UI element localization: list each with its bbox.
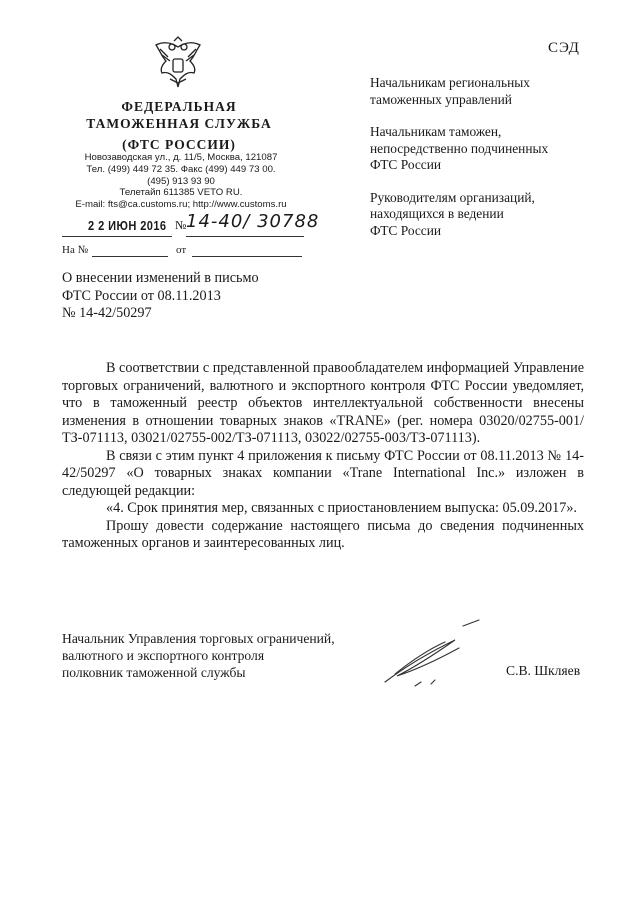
sed-mark: СЭД (548, 40, 580, 56)
agency-name-line: ТАМОЖЕННАЯ СЛУЖБА (86, 116, 272, 131)
subject-line: № 14-42/50297 (62, 305, 152, 321)
registration-number-label: № (175, 218, 187, 232)
addressee-line: ФТС России (370, 157, 442, 172)
reference-date-label: от (176, 244, 187, 256)
signatory-name: С.В. Шкляев (506, 663, 581, 678)
addressees-block (370, 75, 610, 255)
body-paragraph: В связи с этим пункт 4 приложения к письму ФТС России от 08.11.2013 № 14-42/50297 «О товарных знаках компании «Trane International Inc.» изложен в следующей редакции: (62, 447, 584, 499)
subject-line: О внесении изменений в письмо (62, 270, 259, 286)
registration-date-stamp: 2 2 ИЮН 2016 (88, 218, 167, 233)
reference-date-line (192, 256, 302, 257)
address-line: (495) 913 93 90 (147, 175, 215, 187)
body-paragraph: В соответствии с представленной правообладателем информацией Управление торговых ограничений, валютного и экспортного контроля ФТС России уведомляет, что в таможенный реестр объектов интеллектуальной собственности внесены изменения в отношении товарных знаков «TRANE» (рег. номера 03020/02755-001/ТЗ-071113, 03021/02755-002/ТЗ-071113, 03022/02755-003/ТЗ-071113). (62, 360, 584, 446)
addressee-group (370, 75, 610, 108)
position-line: Начальник Управления торговых ограничений, (62, 631, 335, 646)
handwritten-signature (375, 612, 485, 692)
letter-subject (62, 270, 322, 323)
reference-number-line (92, 256, 168, 257)
position-line: валютного и экспортного контроля (62, 648, 265, 663)
addressee-group (370, 124, 610, 174)
letter-body (62, 360, 584, 553)
date-underline (62, 236, 172, 237)
number-underline (186, 236, 304, 237)
addressee-line: ФТС России (370, 222, 442, 238)
addressee-line: непосредственно подчиненных (370, 140, 549, 156)
addressee-line: Начальникам таможен, (370, 124, 502, 139)
agency-address (62, 152, 300, 211)
position-line: полковник таможенной службы (62, 665, 246, 680)
registration-number: 14-40/ 30788 (186, 211, 320, 232)
agency-name-line: ФЕДЕРАЛЬНАЯ (121, 99, 237, 114)
agency-name (70, 98, 288, 153)
reference-number-label: На № (62, 244, 89, 256)
signatory-position (62, 630, 382, 681)
address-line: Новозаводская ул., д. 11/5, Москва, 121087 (84, 152, 278, 163)
addressee-line: таможенных управлений (370, 91, 512, 107)
address-line: Тел. (499) 449 72 35. Факс (499) 449 73 00. (86, 163, 276, 175)
address-line: Телетайп 611385 VETO RU. (119, 187, 243, 199)
body-paragraph: Прошу довести содержание настоящего письма до сведения подчиненных таможенных органов и заинтересованных лиц. (62, 517, 584, 551)
agency-name-line: (ФТС РОССИИ) (122, 137, 236, 152)
address-line: E-mail: fts@ca.customs.ru; http://www.customs.ru (75, 199, 287, 211)
coat-of-arms-emblem (150, 35, 206, 91)
addressee-line: Начальникам региональных (370, 75, 530, 90)
body-paragraph: «4. Срок принятия мер, связанных с приостановлением выпуска: 05.09.2017». (106, 500, 577, 516)
addressee-line: находящихся в ведении (370, 206, 504, 221)
subject-line: ФТС России от 08.11.2013 (62, 287, 221, 304)
addressee-line: Руководителям организаций, (370, 189, 535, 205)
addressee-group (370, 190, 610, 240)
